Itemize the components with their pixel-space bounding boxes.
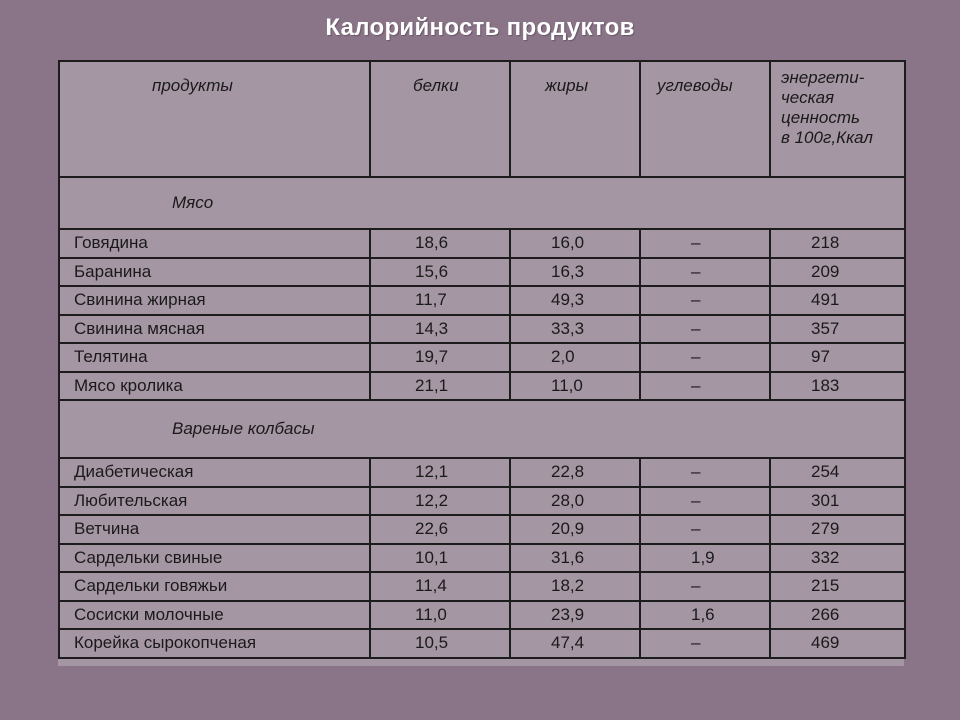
cell-product: Телятина [59,343,370,372]
cell-carbs: – [640,629,770,658]
table-row [59,629,905,658]
cell-kcal: 97 [770,343,905,372]
section-title: Мясо [59,177,905,229]
cell-protein: 11,0 [370,601,510,630]
cell-fat: 11,0 [510,372,640,401]
cell-product: Баранина [59,258,370,287]
cell-kcal: 218 [770,229,905,258]
cell-protein: 10,5 [370,629,510,658]
section-row [59,177,905,229]
cell-carbs: – [640,487,770,516]
cell-carbs: 1,6 [640,601,770,630]
cell-fat: 23,9 [510,601,640,630]
cell-kcal: 266 [770,601,905,630]
cell-protein: 15,6 [370,258,510,287]
cell-fat: 49,3 [510,286,640,315]
table-row [59,286,905,315]
table-row [59,487,905,516]
table-row [59,601,905,630]
cell-product: Свинина мясная [59,315,370,344]
cell-fat: 33,3 [510,315,640,344]
cell-kcal: 183 [770,372,905,401]
table-row [59,544,905,573]
header-energy: энергети- ческая ценность в 100г,Ккал [770,61,905,177]
cell-protein: 12,1 [370,458,510,487]
header-carbs: углеводы [640,61,770,177]
cell-fat: 18,2 [510,572,640,601]
table-row [59,572,905,601]
table-row [59,458,905,487]
cell-product: Диабетическая [59,458,370,487]
cell-fat: 16,3 [510,258,640,287]
cell-fat: 47,4 [510,629,640,658]
cell-product: Говядина [59,229,370,258]
cell-product: Сардельки говяжьи [59,572,370,601]
cell-carbs: – [640,572,770,601]
cell-carbs: – [640,315,770,344]
cell-protein: 11,4 [370,572,510,601]
calorie-table [58,60,906,659]
cell-carbs: – [640,229,770,258]
table-header-row [59,61,905,177]
cell-carbs: – [640,343,770,372]
cell-kcal: 469 [770,629,905,658]
section-row [59,400,905,458]
cell-protein: 18,6 [370,229,510,258]
cell-kcal: 279 [770,515,905,544]
cell-protein: 12,2 [370,487,510,516]
cell-product: Ветчина [59,515,370,544]
cell-product: Свинина жирная [59,286,370,315]
header-protein: белки [370,61,510,177]
cell-carbs: – [640,515,770,544]
cell-kcal: 357 [770,315,905,344]
cell-fat: 2,0 [510,343,640,372]
cell-protein: 19,7 [370,343,510,372]
cell-kcal: 301 [770,487,905,516]
cell-protein: 10,1 [370,544,510,573]
cell-product: Сардельки свиные [59,544,370,573]
page-title: Калорийность продуктов [325,14,635,41]
cell-kcal: 215 [770,572,905,601]
cell-kcal: 332 [770,544,905,573]
table-row [59,229,905,258]
cell-protein: 21,1 [370,372,510,401]
cell-kcal: 209 [770,258,905,287]
cell-fat: 22,8 [510,458,640,487]
table-row [59,372,905,401]
cell-carbs: – [640,286,770,315]
cell-fat: 31,6 [510,544,640,573]
header-fat: жиры [510,61,640,177]
cell-kcal: 254 [770,458,905,487]
table-row [59,315,905,344]
cell-carbs: 1,9 [640,544,770,573]
cell-protein: 11,7 [370,286,510,315]
cell-fat: 28,0 [510,487,640,516]
table-row [59,343,905,372]
cell-carbs: – [640,458,770,487]
cell-kcal: 491 [770,286,905,315]
cell-carbs: – [640,372,770,401]
cell-fat: 20,9 [510,515,640,544]
cell-product: Сосиски молочные [59,601,370,630]
table-row [59,515,905,544]
cell-fat: 16,0 [510,229,640,258]
cell-product: Корейка сырокопченая [59,629,370,658]
cell-protein: 22,6 [370,515,510,544]
header-products: продукты [59,61,370,177]
section-title: Вареные колбасы [59,400,905,458]
table-row [59,258,905,287]
table-body [59,177,905,658]
cell-protein: 14,3 [370,315,510,344]
cell-carbs: – [640,258,770,287]
cell-product: Любительская [59,487,370,516]
calorie-table-container [58,60,904,666]
cell-product: Мясо кролика [59,372,370,401]
